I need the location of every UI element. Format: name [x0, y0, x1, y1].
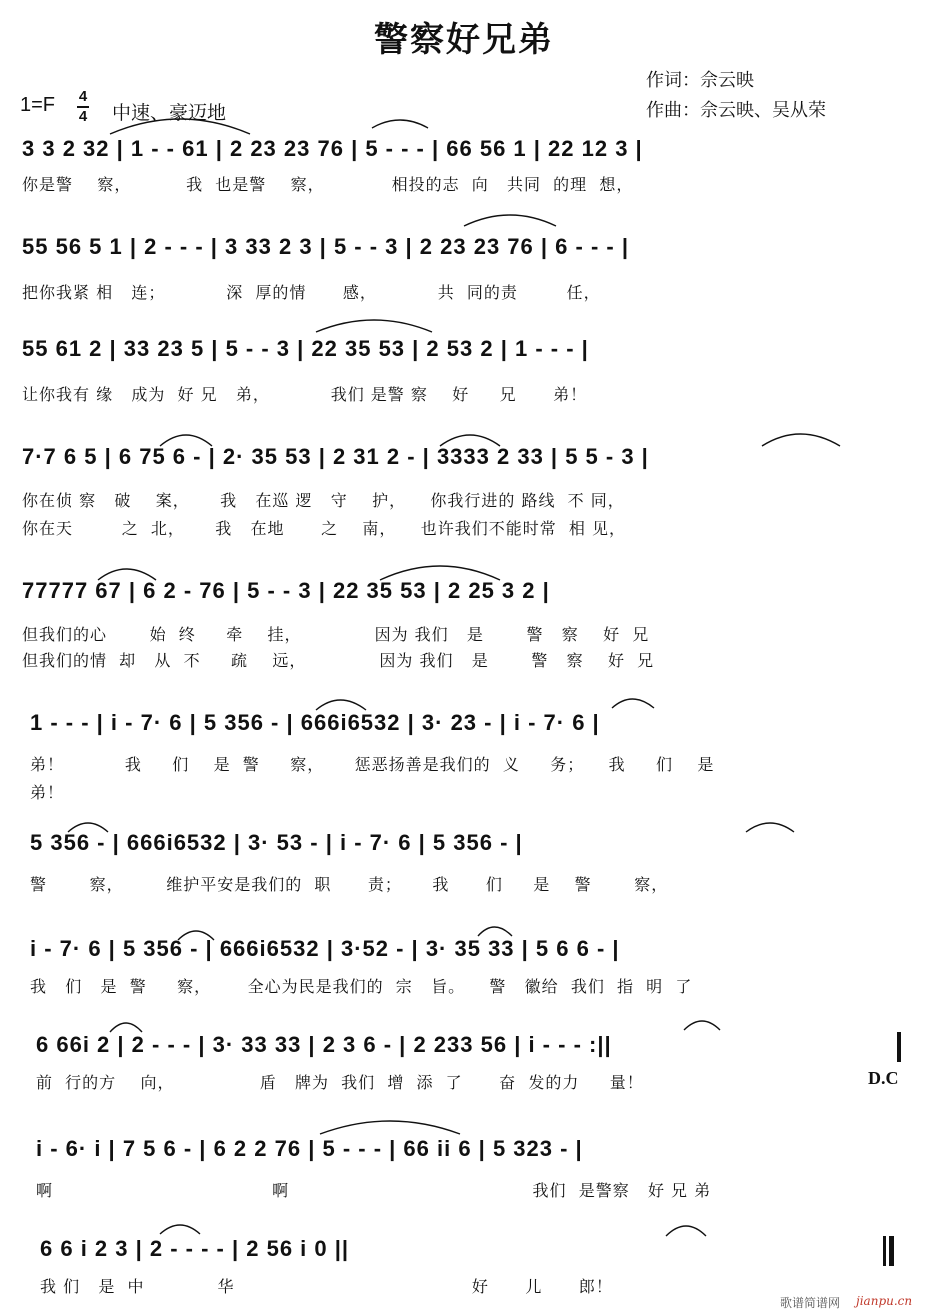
watermark-url: jianpu.cn — [856, 1294, 913, 1308]
system-6-lyrics-verse-2: 弟！ — [30, 783, 65, 802]
system-5-lyrics-verse-2: 但我们的情 却 从 不 疏 远， 因为 我们 是 警 察 好 兄 — [22, 651, 655, 670]
system-1-lyrics: 你是警 察， 我 也是警 察， 相投的志 向 共同 的理 想， — [22, 175, 634, 194]
tempo-marking: 中速、豪迈地 — [112, 102, 227, 124]
system-5-lyrics-verse-1: 但我们的心 始 终 牵 挂， 因为 我们 是 警 察 好 兄 — [22, 625, 650, 644]
system-11-notes: 6 6 i 2 3 | 2 - - - - | 2 56 i 0 || — [40, 1236, 350, 1261]
system-8-lyrics: 我 们 是 警 察， 全心为民是我们的 宗 旨。 警 徽给 我们 指 明 了 — [30, 977, 693, 996]
time-signature-top: 4 — [78, 88, 88, 105]
composer-credit: 作曲：佘云映、吴从荣 — [646, 100, 826, 121]
system-3-lyrics: 让你我有 缘 成为 好 兄 弟， 我们 是警 察 好 兄 弟！ — [22, 385, 588, 404]
system-1-notes: 3 3 2 32 | 1 - - 61 | 2 23 23 76 | 5 - - - | 66 56 1 | 22 12 3 | — [22, 136, 643, 161]
system-2-lyrics: 把你我紧 相 连； 深 厚的情 感， 共 同的责 任， — [22, 283, 601, 302]
system-6-lyrics-verse-1: 弟！ 我 们 是 警 察， 惩恶扬善是我们的 义 务； 我 们 是 — [30, 755, 715, 774]
system-5-notes: 77777 67 | 6 2 - 76 | 5 - - 3 | 22 35 53 | 2 25 3 2 | — [22, 578, 550, 603]
lyricist-credit: 作词：佘云映 — [646, 70, 754, 91]
system-4-lyrics-verse-2: 你在天 之 北， 我 在地 之 南， 也许我们不能时常 相 见， — [22, 519, 627, 538]
watermark-site-name: 歌谱简谱网 — [780, 1296, 841, 1310]
system-7-notes: 5 356 - | 666i6532 | 3· 53 - | i - 7· 6 | 5 356 - | — [30, 830, 523, 855]
da-capo-marking: D.C — [868, 1068, 899, 1088]
system-3-notes: 55 61 2 | 33 23 5 | 5 - - 3 | 22 35 53 | 2 53 2 | 1 - - - | — [22, 336, 589, 361]
system-7-lyrics: 警 察， 维护平安是我们的 职 责； 我 们 是 警 察， — [30, 875, 669, 894]
system-11-lyrics: 我 们 是 中 华 好 儿 郎！ — [40, 1277, 613, 1296]
system-4-notes: 7·7 6 5 | 6 75 6 - | 2· 35 53 | 2 31 2 - | 3333 2 33 | 5 5 - 3 | — [22, 444, 649, 469]
system-8-notes: i - 7· 6 | 5 356 - | 666i6532 | 3·52 - | 3· 35 33 | 5 6 6 - | — [30, 936, 620, 961]
system-10-lyrics: 啊 啊 我们 是警察 好 兄 弟 — [36, 1181, 712, 1200]
system-4-lyrics-verse-1: 你在侦 察 破 案， 我 在巡 逻 守 护， 你我行进的 路线 不 同， — [22, 491, 625, 510]
system-6-notes: 1 - - - | i - 7· 6 | 5 356 - | 666i6532 | 3· 23 - | i - 7· 6 | — [30, 710, 600, 735]
system-2-notes: 55 56 5 1 | 2 - - - | 3 33 2 3 | 5 - - 3 | 2 23 23 76 | 6 - - - | — [22, 234, 629, 259]
time-signature-bottom: 4 — [78, 108, 88, 125]
system-9-notes: 6 66i 2 | 2 - - - | 3· 33 33 | 2 3 6 - | 2 233 56 | i - - - :|| — [36, 1032, 612, 1057]
system-9-lyrics: 前 行的方 向， 盾 牌为 我们 增 添 了 奋 发的力 量！ — [36, 1073, 644, 1092]
key-signature: 1=F — [20, 94, 56, 116]
song-title: 警察好兄弟 — [374, 20, 554, 60]
system-10-notes: i - 6· i | 7 5 6 - | 6 2 2 76 | 5 - - - | 66 ii 6 | 5 323 - | — [36, 1136, 583, 1161]
